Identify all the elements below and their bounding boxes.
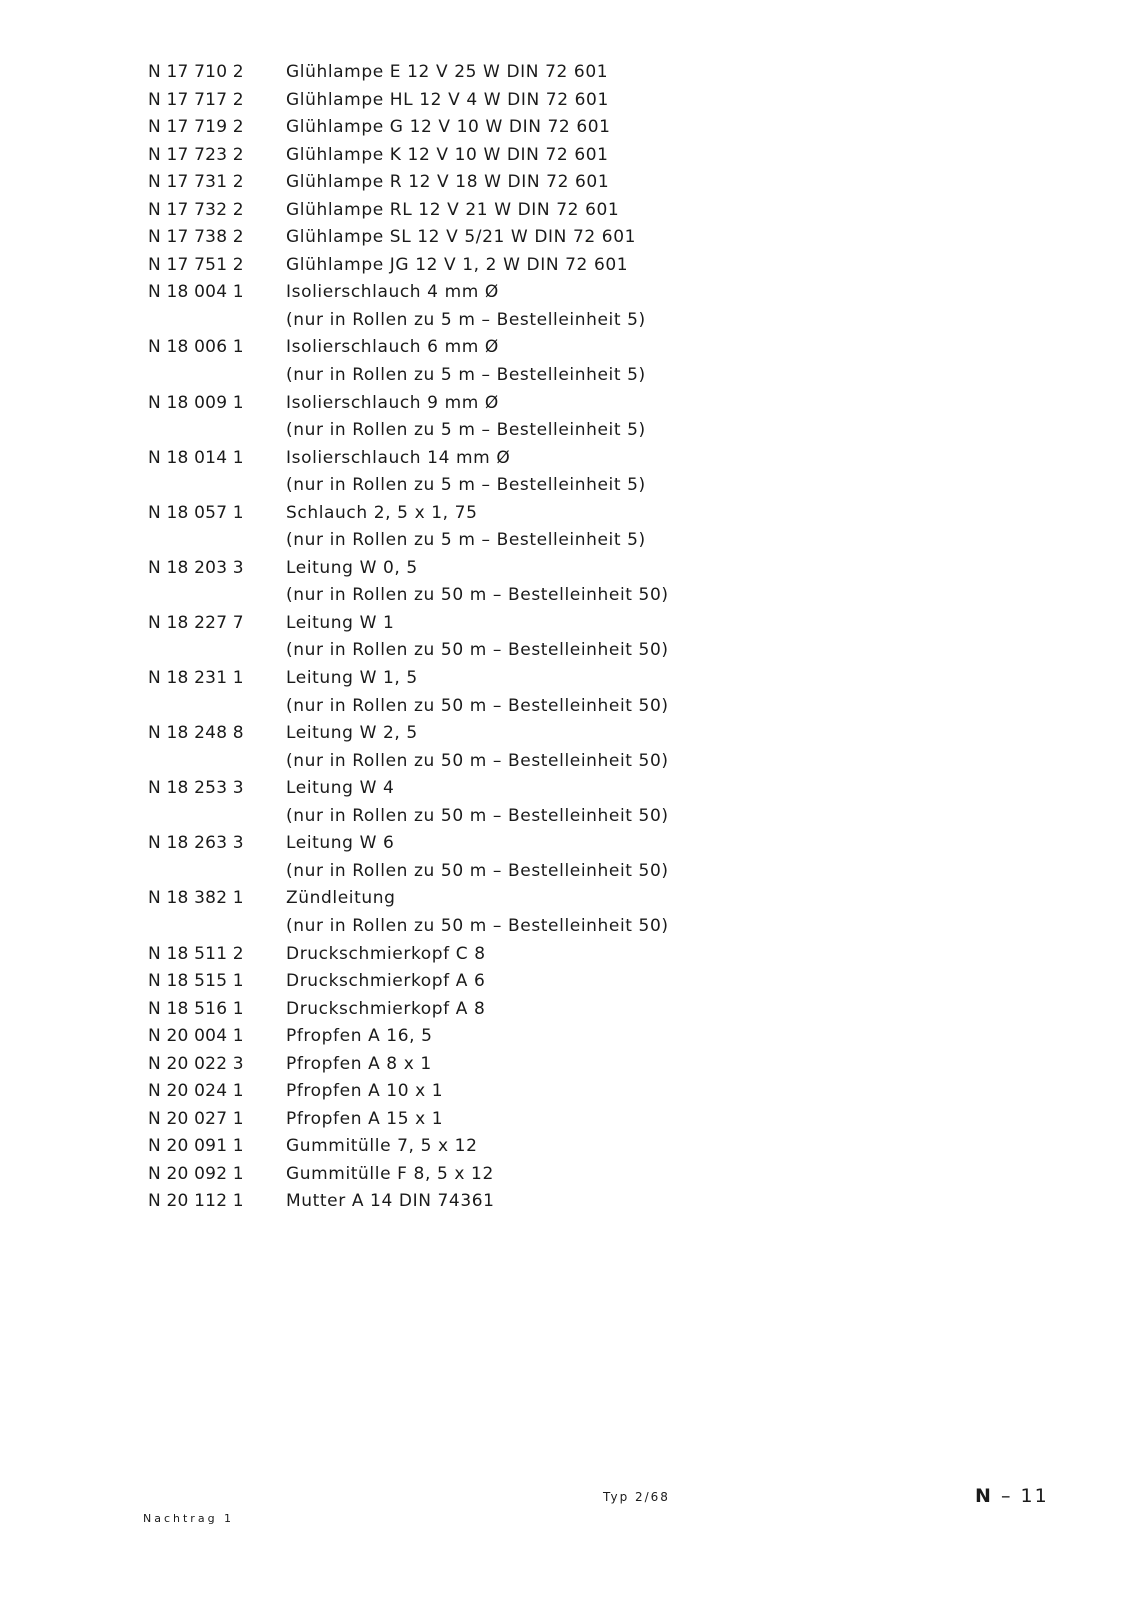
part-description: Glühlampe R 12 V 18 W DIN 72 601 [286,172,610,193]
part-row [148,1078,848,1106]
part-description: (nur in Rollen zu 5 m – Bestelleinheit 5) [286,309,646,330]
part-row [148,1106,848,1134]
part-description: Druckschmierkopf A 8 [286,998,486,1019]
part-description: Isolierschlauch 6 mm Ø [286,337,499,358]
part-description: (nur in Rollen zu 50 m – Bestelleinheit 50) [286,860,669,881]
part-number: N 18 006 1 [148,337,244,358]
part-number: N 20 112 1 [148,1191,244,1212]
part-row [148,114,848,142]
part-number: N 20 024 1 [148,1081,244,1102]
part-row-note [148,637,848,665]
part-row [148,445,848,473]
part-description: Pfropfen A 15 x 1 [286,1108,444,1129]
part-description: Pfropfen A 16, 5 [286,1026,433,1047]
part-description: Leitung W 1, 5 [286,668,418,689]
part-description: Isolierschlauch 9 mm Ø [286,392,499,413]
part-description: Leitung W 4 [286,778,395,799]
part-row [148,1133,848,1161]
part-description: (nur in Rollen zu 5 m – Bestelleinheit 5) [286,530,646,551]
part-row [148,996,848,1024]
part-row [148,279,848,307]
part-number: N 18 057 1 [148,502,244,523]
part-row-note [148,527,848,555]
part-number: N 18 515 1 [148,971,244,992]
part-row [148,59,848,87]
part-description: Glühlampe SL 12 V 5/21 W DIN 72 601 [286,227,637,248]
page-number [975,1485,1049,1507]
part-description: Glühlampe HL 12 V 4 W DIN 72 601 [286,89,609,110]
part-number: N 18 227 7 [148,612,244,633]
part-number: N 20 022 3 [148,1053,244,1074]
part-description: (nur in Rollen zu 50 m – Bestelleinheit 50) [286,640,669,661]
part-number: N 20 027 1 [148,1108,244,1129]
part-row-note [148,472,848,500]
part-row [148,390,848,418]
part-number: N 17 717 2 [148,89,244,110]
part-row-note [148,858,848,886]
part-number: N 17 751 2 [148,254,244,275]
part-number: N 17 732 2 [148,199,244,220]
part-description: (nur in Rollen zu 50 m – Bestelleinheit 50) [286,915,669,936]
part-row [148,1051,848,1079]
part-number: N 17 738 2 [148,227,244,248]
part-number: N 18 511 2 [148,943,244,964]
part-row [148,885,848,913]
page-suffix: – 11 [1000,1485,1049,1507]
part-description: (nur in Rollen zu 50 m – Bestelleinheit 50) [286,750,669,771]
part-description: Leitung W 1 [286,612,395,633]
part-number: N 18 516 1 [148,998,244,1019]
page-letter: N [975,1485,993,1507]
part-description: Leitung W 0, 5 [286,557,418,578]
part-row [148,1188,848,1216]
part-row [148,224,848,252]
part-row-note [148,748,848,776]
part-description: Schlauch 2, 5 x 1, 75 [286,502,478,523]
part-row-note [148,417,848,445]
part-description: (nur in Rollen zu 50 m – Bestelleinheit 50) [286,805,669,826]
part-description: (nur in Rollen zu 50 m – Bestelleinheit 50) [286,695,669,716]
part-row [148,720,848,748]
part-description: Druckschmierkopf A 6 [286,971,486,992]
part-description: Glühlampe E 12 V 25 W DIN 72 601 [286,62,609,82]
part-description: Zündleitung [286,888,396,909]
part-number: N 18 203 3 [148,557,244,578]
part-row-note [148,913,848,941]
part-number: N 20 004 1 [148,1026,244,1047]
part-number: N 17 731 2 [148,172,244,193]
part-description: Gummitülle 7, 5 x 12 [286,1136,478,1157]
part-row-note [148,362,848,390]
part-row-note [148,582,848,610]
part-description: Pfropfen A 10 x 1 [286,1081,444,1102]
part-description: Glühlampe G 12 V 10 W DIN 72 601 [286,117,611,138]
part-number: N 18 014 1 [148,447,244,468]
part-number: N 18 004 1 [148,282,244,303]
part-number: N 18 253 3 [148,778,244,799]
part-description: (nur in Rollen zu 5 m – Bestelleinheit 5) [286,420,646,441]
part-number: N 18 009 1 [148,392,244,413]
part-number: N 20 091 1 [148,1136,244,1157]
parts-list [148,59,848,1216]
part-description: Isolierschlauch 14 mm Ø [286,447,511,468]
type-label: Typ 2/68 [603,1490,670,1504]
part-row-note [148,803,848,831]
part-row [148,775,848,803]
part-description: Pfropfen A 8 x 1 [286,1053,432,1074]
part-description: Gummitülle F 8, 5 x 12 [286,1163,494,1184]
part-description: Mutter A 14 DIN 74361 [286,1191,495,1212]
part-description: Glühlampe JG 12 V 1, 2 W DIN 72 601 [286,254,629,275]
part-row [148,142,848,170]
part-row [148,610,848,638]
part-description: (nur in Rollen zu 5 m – Bestelleinheit 5) [286,475,646,496]
part-row [148,665,848,693]
part-row [148,1161,848,1189]
part-number: N 17 719 2 [148,117,244,138]
part-description: Isolierschlauch 4 mm Ø [286,282,499,303]
part-row [148,1023,848,1051]
part-description: Leitung W 6 [286,833,395,854]
part-description: (nur in Rollen zu 50 m – Bestelleinheit 50) [286,585,669,606]
part-row [148,334,848,362]
part-row [148,169,848,197]
part-row-note [148,693,848,721]
part-number: N 20 092 1 [148,1163,244,1184]
part-row [148,555,848,583]
part-description: Leitung W 2, 5 [286,723,418,744]
part-row [148,968,848,996]
part-description: (nur in Rollen zu 5 m – Bestelleinheit 5) [286,365,646,386]
part-description: Glühlampe K 12 V 10 W DIN 72 601 [286,144,609,165]
part-description: Druckschmierkopf C 8 [286,943,486,964]
part-description: Glühlampe RL 12 V 21 W DIN 72 601 [286,199,620,220]
part-row [148,87,848,115]
supplement-label: Nachtrag 1 [143,1512,235,1525]
part-number: N 18 231 1 [148,668,244,689]
part-number: N 17 723 2 [148,144,244,165]
part-row [148,941,848,969]
part-number: N 18 382 1 [148,888,244,909]
part-number: N 17 710 2 [148,62,244,82]
part-row [148,252,848,280]
part-row [148,830,848,858]
part-row [148,500,848,528]
part-row [148,197,848,225]
part-number: N 18 248 8 [148,723,244,744]
part-number: N 18 263 3 [148,833,244,854]
part-row-note [148,307,848,335]
